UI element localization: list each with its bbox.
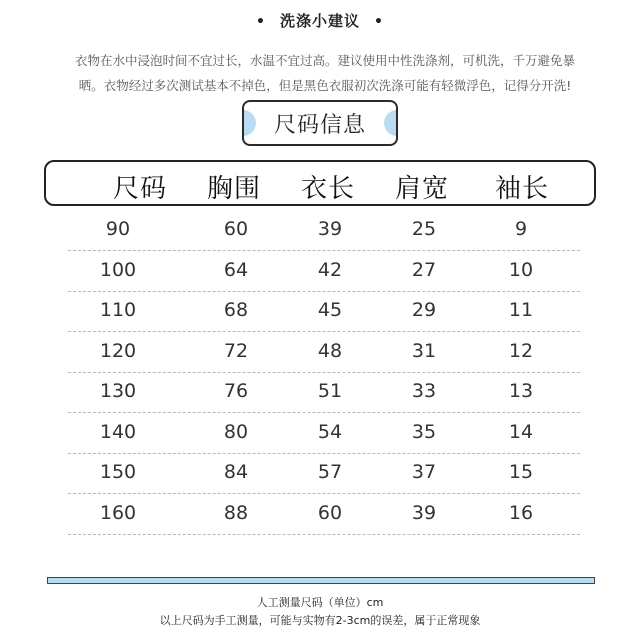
- cell-chest: 60: [223, 218, 249, 240]
- error-note: 以上尺码为手工测量，可能与实物有2-3cm的误差，属于正常现象: [159, 614, 481, 627]
- wash-tips-text: [40, 48, 610, 98]
- cell-chest: 88: [223, 501, 249, 524]
- cell-length: 39: [317, 218, 343, 240]
- cell-shoulder: 31: [411, 339, 437, 362]
- cell-chest: 64: [223, 258, 249, 281]
- cell-sleeve: 10: [508, 258, 534, 281]
- bullet-dot-right: •: [374, 14, 384, 30]
- table-row: [68, 453, 580, 494]
- size-info-badge: [242, 100, 398, 146]
- cell-sleeve: 16: [508, 501, 534, 524]
- table-row: [68, 494, 580, 535]
- cell-sleeve: 9: [514, 218, 528, 240]
- cell-length: 51: [317, 380, 343, 402]
- cell-shoulder: 27: [411, 258, 437, 281]
- wash-tips-line-2: 晒。衣物经过多次测试基本不掉色，但是黑色衣服初次洗涤可能有轻微浮色，记得分开洗!: [78, 78, 572, 93]
- cell-length: 57: [317, 461, 343, 483]
- cell-shoulder: 35: [411, 420, 437, 443]
- size-info-badge-wrap: [0, 100, 640, 150]
- bullet-dot-left: •: [256, 14, 266, 30]
- cell-size: 150: [99, 461, 137, 483]
- cell-length: 42: [317, 258, 343, 281]
- cell-size: 140: [99, 420, 137, 443]
- cell-size: 130: [99, 380, 137, 402]
- cell-size: 160: [99, 501, 137, 524]
- header-chest: 胸围: [206, 174, 261, 204]
- bottom-divider-bar: [47, 577, 595, 584]
- wash-tips-title-text: 洗涤小建议: [279, 12, 360, 30]
- cell-shoulder: 25: [411, 218, 437, 240]
- cell-chest: 76: [223, 380, 249, 402]
- cell-sleeve: 15: [508, 461, 534, 483]
- table-row: [68, 251, 580, 292]
- cell-chest: 68: [223, 299, 249, 321]
- cell-size: 100: [99, 258, 137, 281]
- size-table-header: [44, 160, 596, 206]
- cell-sleeve: 14: [508, 420, 534, 443]
- cell-chest: 84: [223, 461, 249, 483]
- table-row: [68, 332, 580, 373]
- cell-length: 60: [317, 501, 343, 524]
- header-sleeve: 袖长: [494, 174, 549, 204]
- cell-length: 48: [317, 339, 343, 362]
- header-shoulder: 肩宽: [394, 174, 449, 204]
- cell-length: 45: [317, 299, 343, 321]
- cell-shoulder: 39: [411, 501, 437, 524]
- cell-size: 120: [99, 339, 137, 362]
- header-size: 尺码: [112, 174, 167, 204]
- wash-tips-line-1: 衣物在水中浸泡时间不宜过长，水温不宜过高。建议使用中性洗涤剂，可机洗，千万避免暴: [74, 53, 575, 68]
- table-row: [68, 413, 580, 454]
- size-info-badge-label: 尺码信息: [273, 113, 366, 138]
- cell-shoulder: 37: [411, 461, 437, 483]
- table-row: [68, 372, 580, 413]
- wash-tips-title: [0, 10, 640, 31]
- cell-sleeve: 13: [508, 380, 534, 402]
- cell-size: 90: [105, 218, 131, 240]
- unit-note: 人工测量尺码（单位）cm: [256, 596, 384, 609]
- cell-shoulder: 33: [411, 380, 437, 402]
- table-row: [68, 210, 580, 251]
- cell-size: 110: [99, 299, 137, 321]
- cell-chest: 72: [223, 339, 249, 362]
- cell-length: 54: [317, 420, 343, 443]
- cell-sleeve: 11: [508, 299, 534, 321]
- table-row: [68, 291, 580, 332]
- header-length: 衣长: [300, 174, 355, 204]
- cell-chest: 80: [223, 420, 249, 443]
- cell-shoulder: 29: [411, 299, 437, 321]
- cell-sleeve: 12: [508, 339, 534, 362]
